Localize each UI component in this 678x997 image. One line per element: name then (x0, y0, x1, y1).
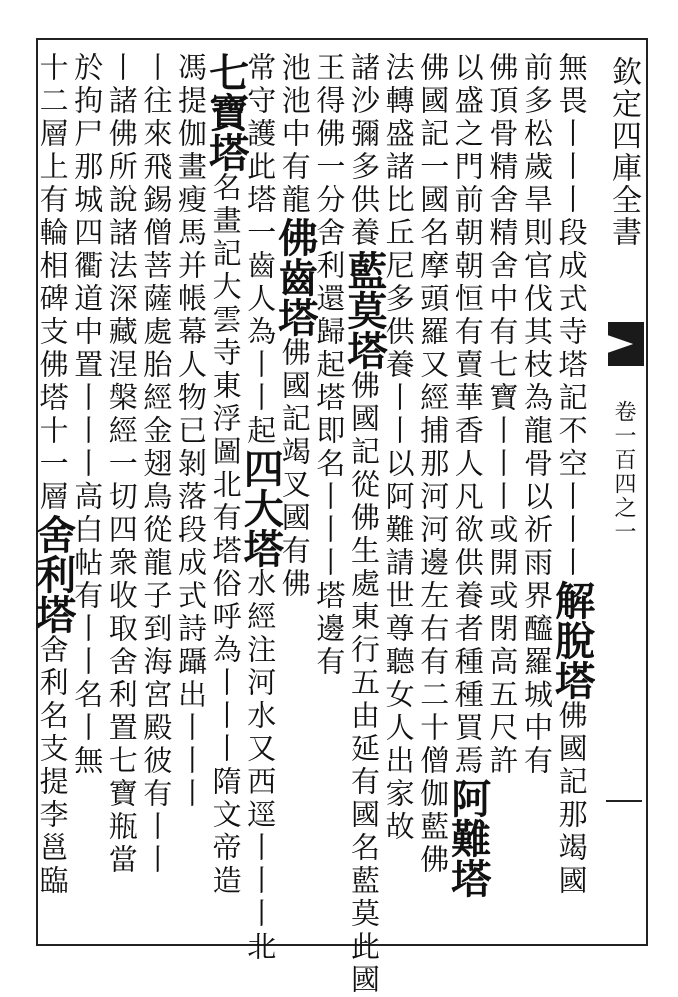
text-segment: 佛頂骨精舍精舍中有七寶丨丨丨或開或閉高五尺許 (485, 52, 520, 778)
text-column (381, 52, 416, 932)
text-column (237, 52, 285, 964)
text-segment: 前多松歲旱則官伐其枝為龍骨以祈雨 (519, 52, 554, 580)
text-segment: 法轉盛諸比丘尼多供養丨丨以阿難請世尊聽女人出家故 (381, 52, 416, 844)
text-segment: 十二層上有輪相碑支佛塔十一層 (35, 52, 70, 514)
text-segment: 白帖有丨丨名丨無 (70, 514, 105, 778)
text-segment: 一齒人為丨丨起 (243, 217, 278, 448)
text-segment: 舍利名支提李邕臨 (35, 634, 70, 898)
text-column (416, 52, 451, 932)
entry-heading: 阿難塔 (444, 778, 492, 898)
text-column (312, 52, 347, 932)
text-column (104, 52, 139, 932)
text-segment: 無畏 (554, 52, 589, 118)
text-segment: 多供養 (346, 151, 381, 250)
text-segment: 西逕丨丨丨北 (243, 766, 278, 964)
text-segment: 名畫記大雲寺東浮圖北有塔俗呼為丨丨丨隋文帝造 (208, 172, 243, 898)
text-segment: 段成式寺塔記不空丨丨丨 (554, 217, 589, 580)
margin-divider (606, 800, 642, 802)
text-column (29, 52, 77, 932)
text-column (70, 52, 105, 932)
text-segment: 常守護此塔 (243, 52, 278, 217)
text-column (548, 52, 596, 932)
entry-heading: 佛齒塔 (271, 217, 319, 337)
entry-heading: 七寶塔 (202, 52, 250, 172)
text-segment: 丨丨丨 (554, 118, 589, 217)
banxin-margin (600, 40, 646, 944)
text-segment: 佛國記從佛生處東行五由延有國名藍莫此國 (346, 370, 381, 997)
text-segment: 界醯羅城中有 (519, 580, 554, 778)
text-segment: 佛國記一國名摩頭羅又經捕那河河邊左右有二十僧伽藍佛 (416, 52, 451, 877)
text-segment: 諸沙彌 (346, 52, 381, 151)
text-segment: 丨往來飛錫僧菩薩處胎經金翅鳥從龍子到海宮殿彼有丨丨 (139, 52, 174, 877)
text-segment: 馮提伽畫瘦馬并帳幕人物已剝落段成式詩躡出丨丨丨 (173, 52, 208, 811)
book-title: 欽定四庫全書 (606, 56, 641, 248)
text-segment: 佛國記那竭國 (554, 700, 589, 898)
text-segment: 於拘尸那城四衢道中置丨丨丨高 (70, 52, 105, 514)
text-column (173, 52, 208, 932)
entry-heading: 解脫塔 (548, 580, 596, 700)
text-segment: 水經注河水又 (243, 568, 278, 766)
text-segment: 池池中有龍 (277, 52, 312, 217)
text-column (202, 52, 250, 932)
fishtail-mark (608, 322, 644, 366)
text-segment: 王得佛一分舍利還歸起塔即名丨丨丨塔邊有 (312, 52, 347, 679)
text-column (444, 52, 492, 932)
text-column (519, 52, 554, 932)
text-segment: 丨諸佛所說諸法深藏涅槃經一切四衆收取舍利置七寶瓶當 (104, 52, 139, 877)
entry-heading: 藍莫塔 (340, 250, 388, 370)
text-segment: 以盛之門前朝朝恒有賣華香人凡欲供養者種種買焉 (450, 52, 485, 778)
entry-heading: 四大塔 (237, 448, 285, 568)
text-column (340, 52, 388, 997)
volume-number: 卷一百四之一 (611, 400, 636, 544)
text-segment: 佛國記竭叉國有佛 (277, 337, 312, 601)
text-column (139, 52, 174, 932)
entry-heading: 舍利塔 (29, 514, 77, 634)
